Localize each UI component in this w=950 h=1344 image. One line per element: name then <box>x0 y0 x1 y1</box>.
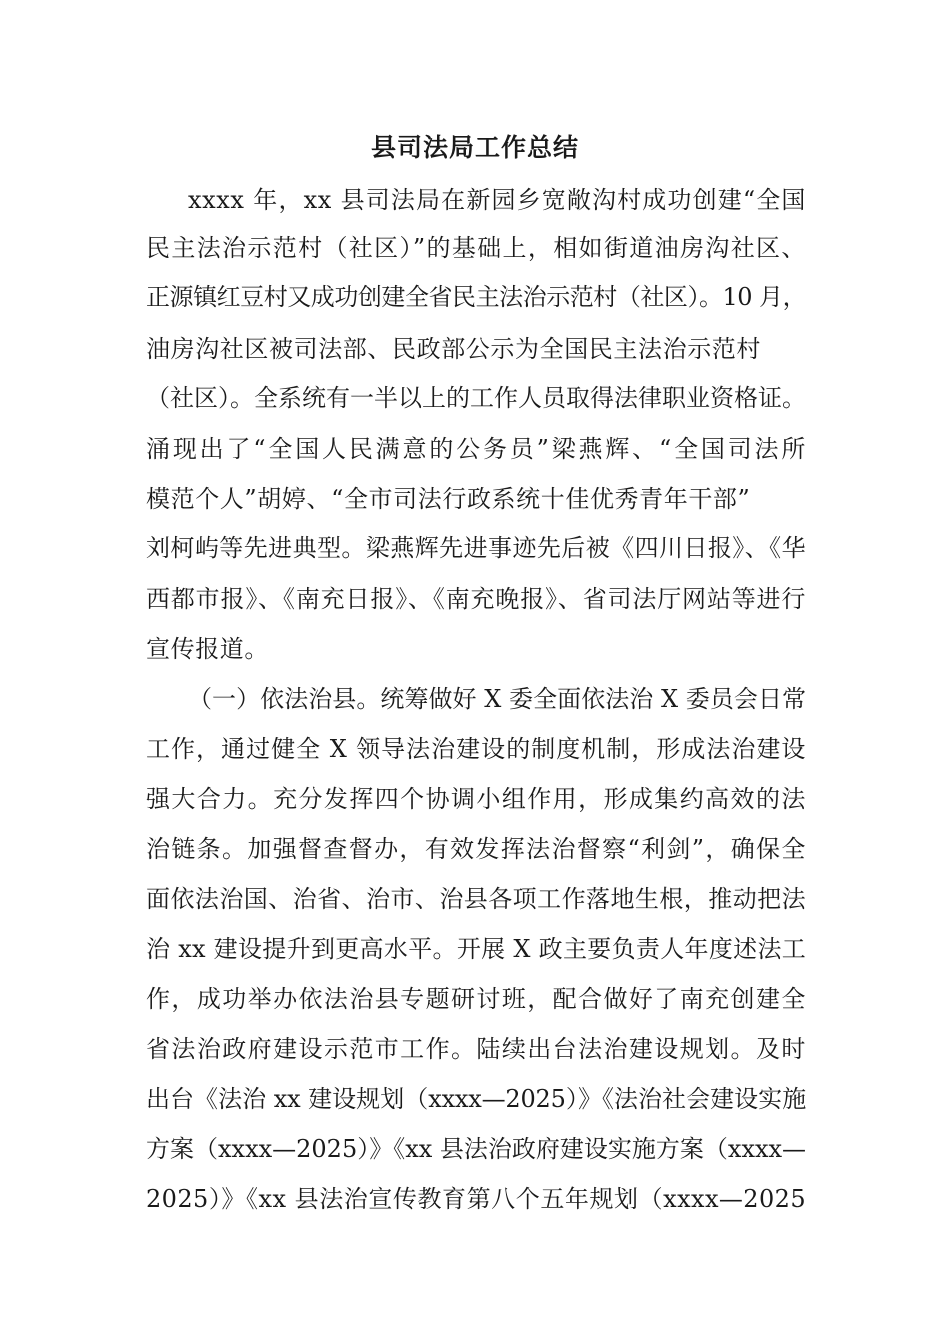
paragraph-line: 模范个人”胡婷、“全市司法行政系统十佳优秀青年干部” <box>146 485 751 513</box>
paragraph-line: 省法治政府建设示范市工作。陆续出台法治建设规划。及时 <box>146 1035 806 1063</box>
paragraph-line: 作，成功举办依法治县专题研讨班，配合做好了南充创建全 <box>146 985 806 1013</box>
paragraph-line: 油房沟社区被司法部、民政部公示为全国民主法治示范村 <box>146 335 761 363</box>
paragraph-line: 西都市报》、《南充日报》、《南充晚报》、省司法厅网站等进行 <box>146 585 806 613</box>
paragraph-line: 方案（xxxx—2025）》《xx 县法治政府建设实施方案（xxxx— <box>146 1135 807 1163</box>
paragraph-line: 强大合力。充分发挥四个协调小组作用，形成集约高效的法 <box>146 785 806 813</box>
paragraph-line: 正源镇红豆村又成功创建全省民主法治示范村（社区）。10 月， <box>146 283 806 311</box>
paragraph-line: 治链条。加强督查督办，有效发挥法治督察“利剑”，确保全 <box>146 835 806 863</box>
paragraph-line: 工作，通过健全 X 领导法治建设的制度机制，形成法治建设 <box>146 735 806 763</box>
paragraph-line: 2025）》《xx 县法治宣传教育第八个五年规划（xxxx—2025 <box>146 1185 806 1213</box>
paragraph-line: 出台《法治 xx 建设规划（xxxx—2025）》《法治社会建设实施 <box>146 1085 806 1113</box>
paragraph-line: 刘柯屿等先进典型。梁燕辉先进事迹先后被《四川日报》、《华 <box>146 534 806 562</box>
paragraph-line: 治 xx 建设提升到更高水平。开展 X 政主要负责人年度述法工 <box>146 935 806 963</box>
paragraph-line: 民主法治示范村（社区）”的基础上，相如街道油房沟社区、 <box>146 234 806 262</box>
paragraph-line: （社区）。全系统有一半以上的工作人员取得法律职业资格证。 <box>146 384 806 412</box>
paragraph-line: 宣传报道。 <box>146 635 269 663</box>
document-title: 县司法局工作总结 <box>370 133 579 162</box>
paragraph-line: xxxx 年，xx 县司法局在新园乡宽敞沟村成功创建“全国 <box>188 186 806 214</box>
paragraph-line: （一）依法治县。统筹做好 X 委全面依法治 X 委员会日常 <box>188 685 806 713</box>
paragraph-line: 面依法治国、治省、治市、治县各项工作落地生根，推动把法 <box>146 885 806 913</box>
paragraph-line: 涌现出了“全国人民满意的公务员”梁燕辉、“全国司法所 <box>146 435 806 463</box>
